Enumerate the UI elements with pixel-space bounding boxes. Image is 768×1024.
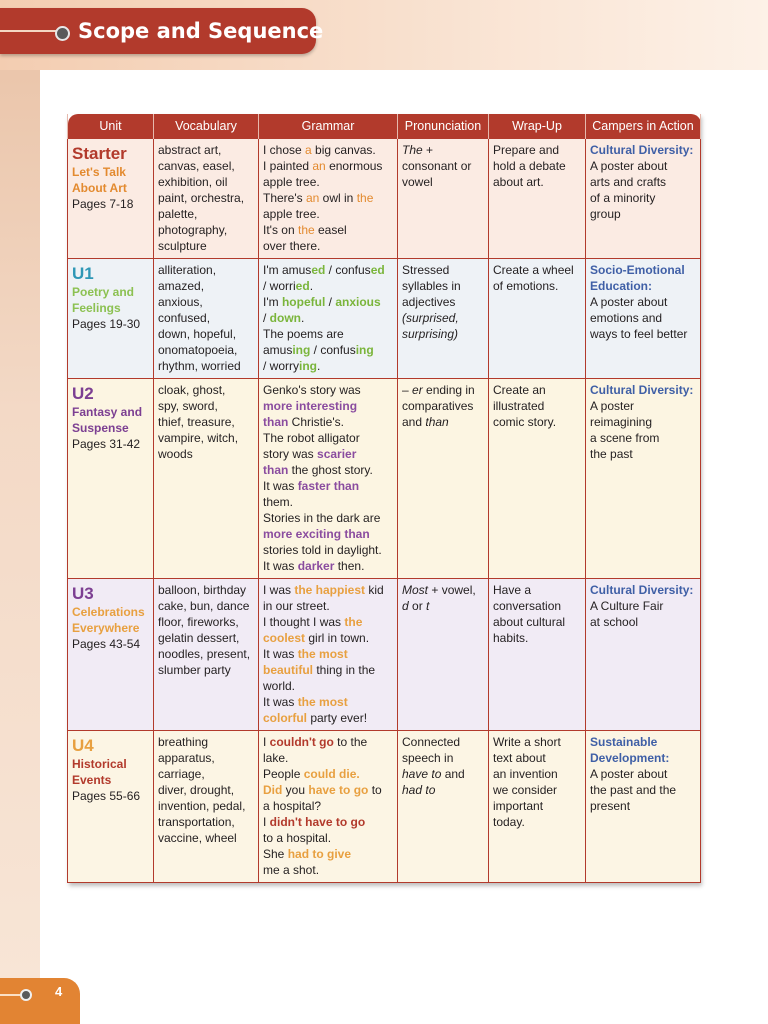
unit-pages: Pages 31-42: [72, 437, 141, 451]
unit-pages: Pages 55-66: [72, 789, 141, 803]
table-row-u4: [68, 731, 701, 883]
unit-cell: [68, 139, 154, 259]
vocabulary-cell: abstract art, canvas, easel, exhibition, oil paint, orchestra, palette, photography, sculpture: [154, 139, 259, 259]
unit-title: Fantasy and Suspense: [72, 405, 143, 435]
pronunciation-cell: – er ending in comparatives and than: [398, 379, 489, 579]
column-header-pronunciation: Pronunciation: [398, 114, 489, 139]
vocabulary-cell: balloon, birthday cake, bun, dance floor, fireworks, gelatin dessert, noodles, present, slumber party: [154, 579, 259, 731]
grammar-cell: Genko's story was more interesting than Christie's. The robot alligator story was scarier than the ghost story. It was faster than them. Stories in the dark are more exciting than stories told in daylight. It was darker then.: [259, 379, 398, 579]
grammar-cell: I chose a big canvas. I painted an enormous apple tree. There's an owl in the apple tree. It's on the easel over there.: [259, 139, 398, 259]
campers-cell: Sustainable Development: A poster about the past and the present: [586, 731, 701, 883]
footer-rope: [0, 994, 22, 996]
unit-name: U2: [72, 384, 94, 403]
wrap-up-cell: Prepare and hold a debate about art.: [489, 139, 586, 259]
campers-cell: Cultural Diversity: A poster reimagining a scene from the past: [586, 379, 701, 579]
page-number: 4: [55, 984, 63, 999]
wrap-up-cell: Write a short text about an invention we consider important today.: [489, 731, 586, 883]
side-decoration: [0, 0, 40, 1024]
unit-pages: Pages 19-30: [72, 317, 141, 331]
table-header-row: [68, 114, 701, 139]
unit-cell: [68, 579, 154, 731]
vocabulary-cell: alliteration, amazed, anxious, confused, down, hopeful, onomatopoeia, rhythm, worried: [154, 259, 259, 379]
column-header-grammar: Grammar: [259, 114, 398, 139]
grammar-cell: I was the happiest kid in our street. I thought I was the coolest girl in town. It was the most beautiful thing in the world. It was the most colorful party ever!: [259, 579, 398, 731]
campers-cell: Cultural Diversity: A Culture Fair at school: [586, 579, 701, 731]
unit-title: Historical Events: [72, 757, 127, 787]
unit-cell: [68, 379, 154, 579]
unit-title: Celebrations Everywhere: [72, 605, 145, 635]
scope-sequence-table: [67, 114, 701, 883]
column-header-unit: Unit: [68, 114, 154, 139]
pronunciation-cell: Connected speech in have to and had to: [398, 731, 489, 883]
pronunciation-cell: Stressed syllables in adjectives (surprised, surprising): [398, 259, 489, 379]
footer-knob-icon: [20, 989, 32, 1001]
table-row-starter: [68, 139, 701, 259]
pronunciation-cell: Most + vowel, d or t: [398, 579, 489, 731]
unit-name: U4: [72, 736, 94, 755]
column-header-vocabulary: Vocabulary: [154, 114, 259, 139]
unit-pages: Pages 7-18: [72, 197, 134, 211]
footer-tab: [0, 978, 80, 1024]
table-row-u1: [68, 259, 701, 379]
grammar-cell: I'm amused / confused / worried. I'm hopeful / anxious / down. The poems are amusing / confusing / worrying.: [259, 259, 398, 379]
column-header-wrap-up: Wrap-Up: [489, 114, 586, 139]
table-row-u3: [68, 579, 701, 731]
unit-name: U1: [72, 264, 94, 283]
grammar-cell: I couldn't go to the lake. People could die. Did you have to go to a hospital? I didn't have to go to a hospital. She had to give me a shot.: [259, 731, 398, 883]
column-header-campers-in-action: Campers in Action: [586, 114, 701, 139]
wrap-up-cell: Create an illustrated comic story.: [489, 379, 586, 579]
table-row-u2: [68, 379, 701, 579]
wrap-up-cell: Have a conversation about cultural habits.: [489, 579, 586, 731]
vocabulary-cell: cloak, ghost, spy, sword, thief, treasure, vampire, witch, woods: [154, 379, 259, 579]
page-title: Scope and Sequence: [78, 19, 324, 43]
unit-cell: [68, 259, 154, 379]
scope-table-wrapper: [67, 114, 700, 883]
unit-name: U3: [72, 584, 94, 603]
header-rope: [0, 30, 60, 32]
unit-title: Poetry and Feelings: [72, 285, 135, 315]
unit-name: Starter: [72, 144, 127, 163]
vocabulary-cell: breathing apparatus, carriage, diver, drought, invention, pedal, transportation, vaccine, wheel: [154, 731, 259, 883]
wrap-up-cell: Create a wheel of emotions.: [489, 259, 586, 379]
pronunciation-cell: The + consonant or vowel: [398, 139, 489, 259]
campers-cell: Cultural Diversity: A poster about arts and crafts of a minority group: [586, 139, 701, 259]
header-knob-icon: [55, 26, 70, 41]
unit-pages: Pages 43-54: [72, 637, 141, 651]
unit-title: Let's Talk About Art: [72, 165, 127, 195]
unit-cell: [68, 731, 154, 883]
campers-cell: Socio-Emotional Education: A poster about emotions and ways to feel better: [586, 259, 701, 379]
